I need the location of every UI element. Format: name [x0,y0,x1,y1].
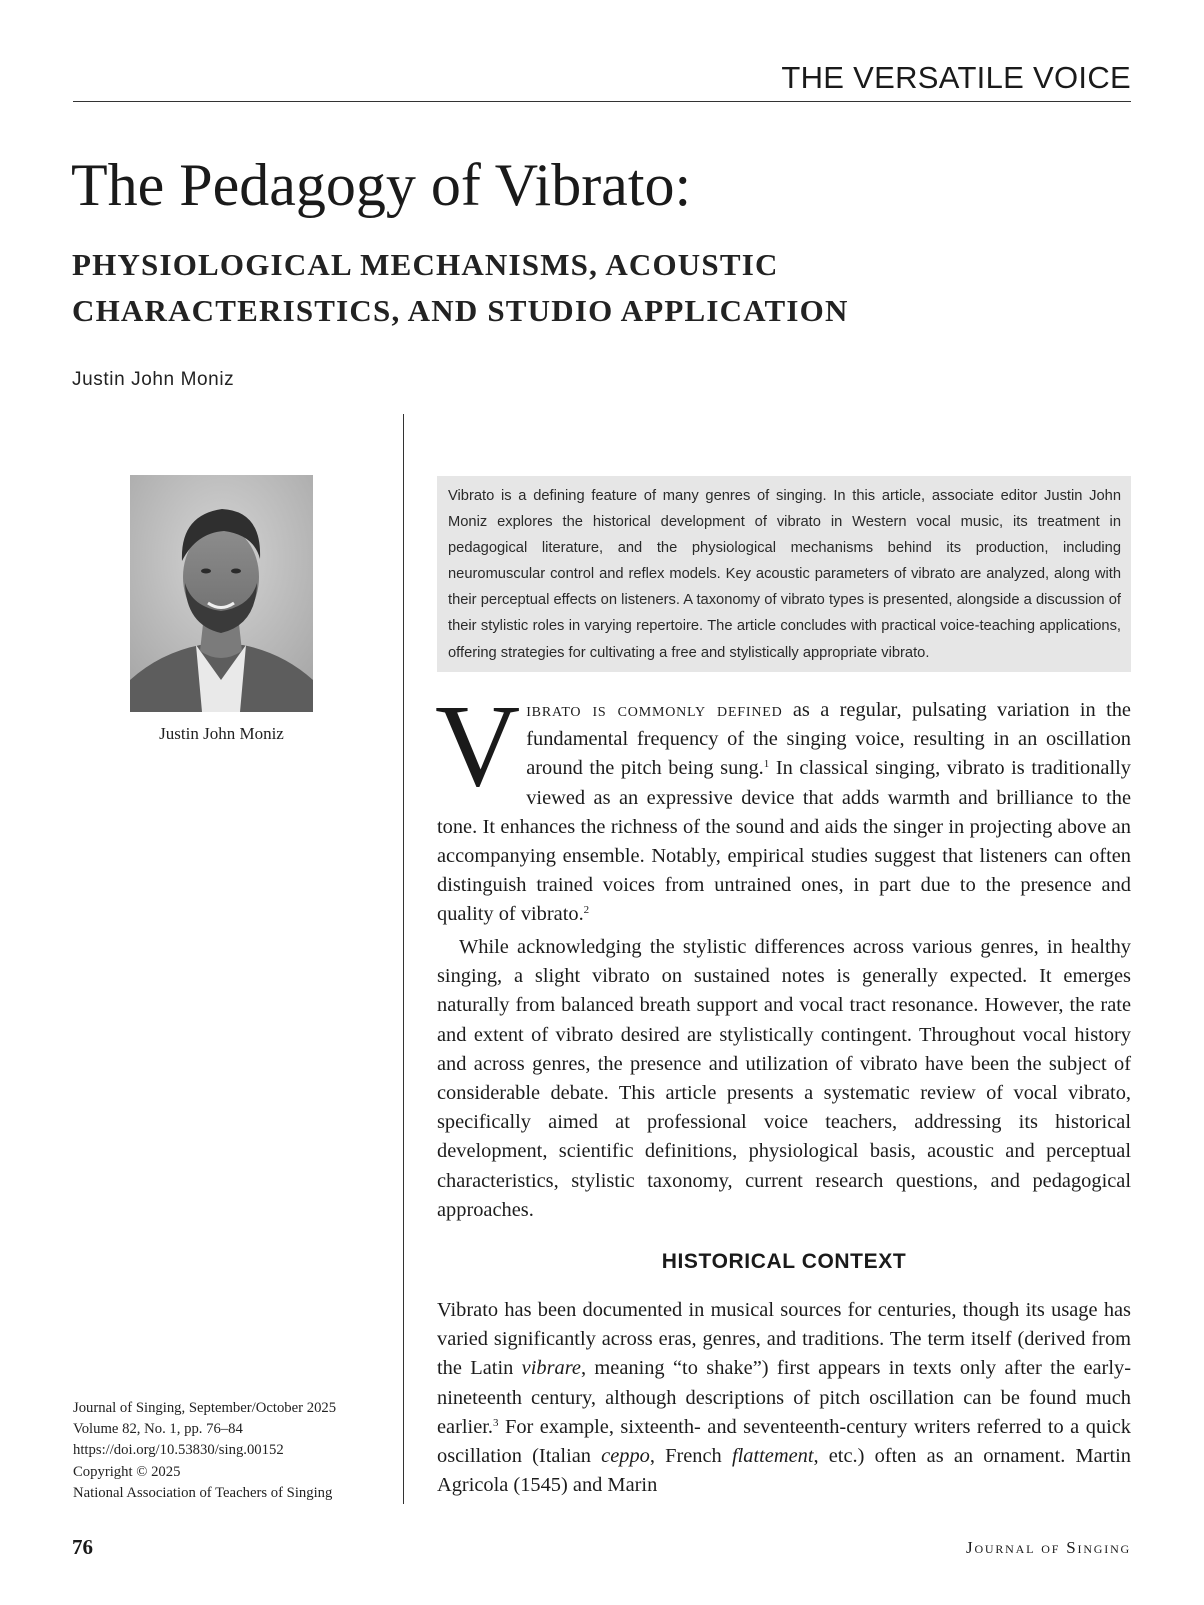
footnote-ref[interactable]: 1 [763,758,770,771]
citation-volume: Volume 82, No. 1, pp. 76–84 [73,1421,243,1438]
section-label: THE VERSATILE VOICE [781,60,1131,95]
article-title: The Pedagogy of Vibrato: [71,152,692,218]
abstract-text: Vibrato is a defining feature of many genres of singing. In this article, associate editor Justin John Moniz explores the historical development of vibrato in Western vocal music, its treatment in pedagogical literature, and the physiological mechanisms behind its production, including neuromuscular control and reflex models. Key acoustic parameters of vibrato are analyzed, along with their perceptual effects on listeners. A taxonomy of vibrato types is presented, alongside a discussion of their stylistic roles in varying repertoire. The article concludes with practical voice-teaching applications, offering strategies for cultivating a free and stylistically appropriate vibrato. [448,488,1121,661]
lead-in-small-caps: ibrato is commonly defined [526,699,783,721]
column-divider [403,414,404,1504]
paragraph-text: , French [649,1445,732,1468]
italic-term: vibrare [521,1357,581,1380]
author-portrait-image [130,475,313,712]
subtitle-line-2: CHARACTERISTICS, AND STUDIO APPLICATION [72,293,849,328]
abstract-box [437,476,1131,672]
body-paragraph-2 [437,933,1131,1225]
photo-caption: Justin John Moniz [159,724,284,743]
citation-journal: Journal of Singing, September/October 2025 [73,1400,337,1416]
citation-publisher: National Association of Teachers of Singing [73,1484,333,1501]
page-number: 76 [72,1535,93,1559]
article-subtitle [72,242,1132,334]
subtitle-line-1: PHYSIOLOGICAL MECHANISMS, ACOUSTIC [72,247,779,282]
paragraph-text: , etc.) often as an ornament. Martin Agricola (1545) and Marin [437,1445,1132,1497]
body-paragraph-3 [437,1296,1131,1500]
citation-doi-link[interactable]: https://doi.org/10.53830/sing.00152 [73,1442,284,1459]
journal-name-footer: Journal of Singing [966,1538,1131,1557]
author-photo [130,475,313,712]
drop-cap: V [435,680,521,811]
italic-term: ceppo [601,1445,650,1468]
paragraph-text: In classical singing, vibrato is traditionally viewed as an expressive device that adds warmth and brilliance to the tone. It enhances the richness of the sound and aids the singer in projecting above an accompanying ensemble. Notably, empirical studies suggest that listeners can often distinguish trained voices from untrained ones, in part due to the presence and quality of vibrato. [437,757,1131,926]
italic-term: flattement [731,1445,814,1468]
citation-copyright: Copyright © 2025 [73,1463,181,1480]
section-heading: HISTORICAL CONTEXT [661,1250,907,1273]
citation-block [73,1398,336,1504]
footnote-ref[interactable]: 3 [493,1416,499,1429]
body-paragraph-1 [435,680,1131,930]
paragraph-text: Vibrato has been documented in musical sources for centuries, though its usage has varied significantly across eras, genres, and traditions. The term itself (derived from the Latin [437,1299,1131,1380]
paragraph-text: , meaning “to shake”) first appears in texts only after the early-nineteenth century, although descriptions of pitch oscillation can be found much earlier. [437,1357,1131,1438]
footnote-ref[interactable]: 2 [583,904,590,917]
author-byline: Justin John Moniz [72,369,235,390]
paragraph-text: While acknowledging the stylistic differences across various genres, in healthy singing, a slight vibrato on sustained notes is generally expected. It emerges naturally from balanced breath support and vocal tract resonance. However, the rate and extent of vibrato desired are stylistically contingent. Throughout vocal history and across genres, the presence and utilization of vibrato have been the subject of considerable debate. This article presents a systematic review of vocal vibrato, specifically aimed at professional voice teachers, addressing its historical development, scientific definitions, physiological basis, acoustic and perceptual characteristics, stylistic taxonomy, current research questions, and pedagogical approaches. [437,936,1131,1221]
paragraph-text: For example, sixteenth- and seventeenth-century writers referred to a quick oscillation (Italian [437,1415,1131,1468]
paragraph-text: as a regular, pulsating variation in the fundamental frequency of the singing voice, resulting in an oscillation around the pitch being sung. [526,699,1131,780]
header-rule [73,101,1131,102]
